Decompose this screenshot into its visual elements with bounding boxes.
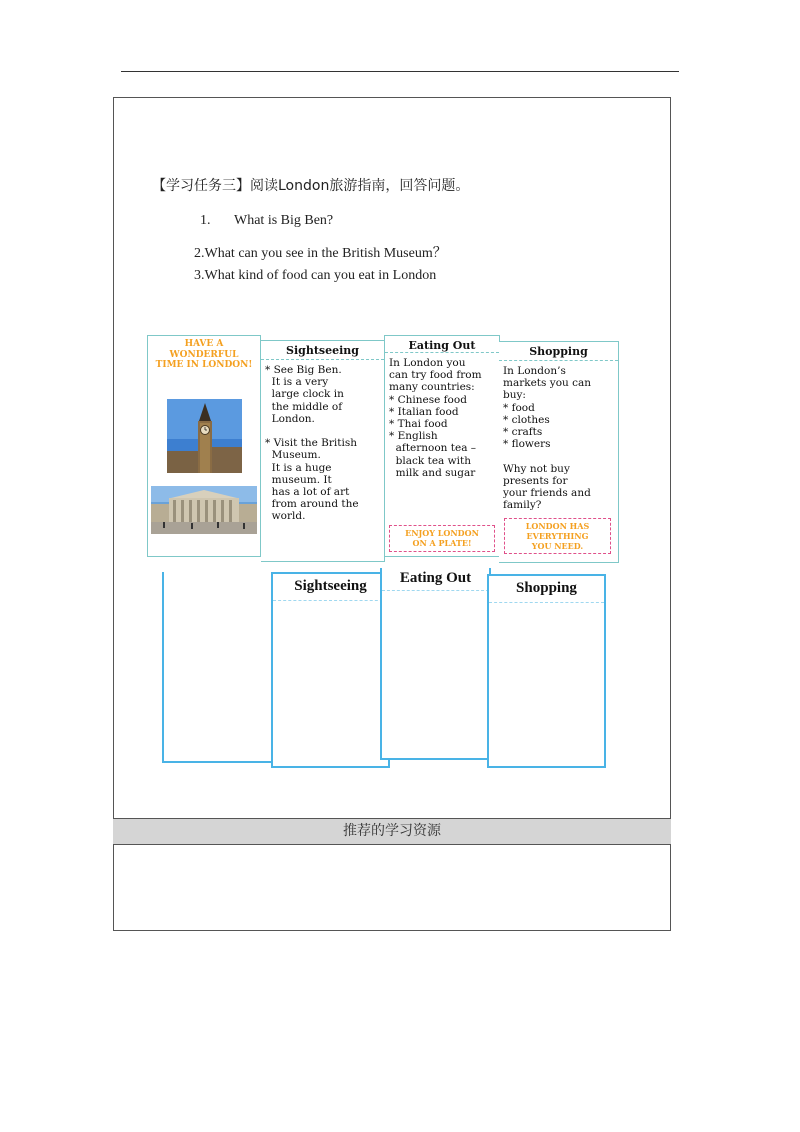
blank-sightseeing-heading: Sightseeing bbox=[273, 574, 388, 601]
brochure-intro-panel bbox=[147, 335, 261, 557]
blank-eating-out-heading: Eating Out bbox=[382, 568, 489, 591]
question-1 bbox=[200, 213, 333, 229]
brochure-shopping-panel bbox=[499, 341, 619, 563]
question-1-number: 1. bbox=[200, 213, 211, 228]
shopping-stamp: LONDON HAS EVERYTHING YOU NEED. bbox=[504, 518, 611, 554]
eating-out-heading: Eating Out bbox=[385, 336, 499, 353]
question-2: 2.What can you see in the British Museum？ bbox=[194, 246, 447, 261]
resources-header: 推荐的学习资源 bbox=[113, 818, 671, 845]
brochure-eating-out-panel bbox=[384, 335, 500, 557]
blank-sightseeing-panel bbox=[271, 572, 390, 768]
shopping-text: In London’s markets you can buy: * food * clothes * crafts * flowers Why not buy presents for your friends and family? bbox=[503, 365, 592, 512]
brochure-sightseeing-panel bbox=[261, 340, 385, 562]
question-3: 3.What kind of food can you eat in London bbox=[194, 268, 437, 283]
big-ben-photo bbox=[167, 399, 242, 473]
blank-shopping-panel bbox=[487, 574, 606, 768]
sightseeing-text: * See Big Ben. It is a very large clock in the middle of London. * Visit the British Museum. It is a huge museum. It has a lot of art from around the world. bbox=[265, 364, 359, 523]
intro-title: HAVE A WONDERFUL TIME IN LONDON! bbox=[155, 339, 253, 370]
eating-out-text: In London you can try food from many countries: * Chinese food * Italian food * Thai food * English afternoon tea – black tea with milk and sugar bbox=[389, 357, 482, 479]
eating-out-stamp: ENJOY LONDON ON A PLATE! bbox=[389, 525, 495, 552]
british-museum-photo bbox=[151, 486, 257, 534]
task-title: 【学习任务三】阅读London旅游指南，回答问题。 bbox=[152, 178, 470, 194]
blank-eating-out-panel bbox=[380, 568, 491, 760]
blank-intro-panel bbox=[162, 572, 274, 763]
sightseeing-heading: Sightseeing bbox=[261, 341, 384, 360]
blank-shopping-heading: Shopping bbox=[489, 576, 604, 603]
top-rule bbox=[121, 71, 679, 72]
question-1-text: What is Big Ben? bbox=[234, 213, 334, 228]
shopping-heading: Shopping bbox=[499, 342, 618, 361]
